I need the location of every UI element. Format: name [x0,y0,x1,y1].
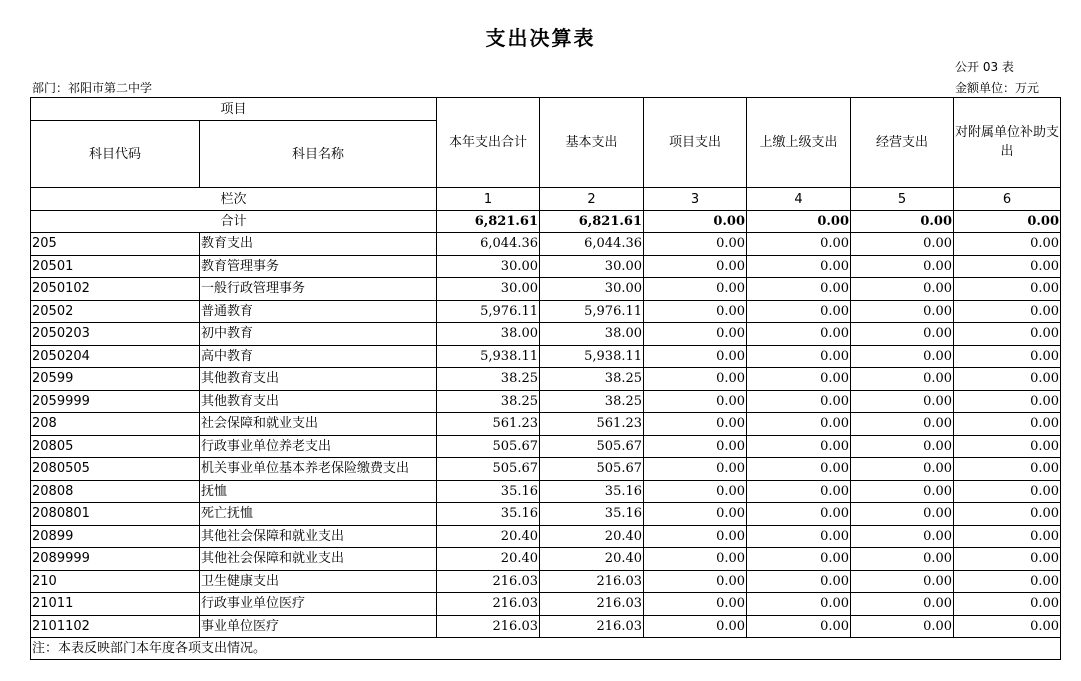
amount-cell: 216.03 [540,570,644,593]
amount-cell: 38.00 [540,323,644,346]
amount-cell: 35.16 [437,480,540,503]
amount-cell: 0.00 [851,413,954,436]
amount-cell: 5,976.11 [540,300,644,323]
subject-name-cell: 普通教育 [200,300,437,323]
amount-cell: 20.40 [540,548,644,571]
subject-code-cell: 2059999 [31,390,200,413]
amount-cell: 0.00 [954,570,1061,593]
amount-cell: 0.00 [644,300,747,323]
amount-cell: 0.00 [747,368,851,391]
amount-cell: 0.00 [644,525,747,548]
table-row [31,548,1061,571]
amount-cell: 0.00 [644,233,747,256]
table-row [31,368,1061,391]
amount-cell: 6,044.36 [437,233,540,256]
subject-name-cell: 行政事业单位医疗 [200,593,437,616]
subject-name-cell: 抚恤 [200,480,437,503]
amount-cell: 0.00 [954,278,1061,301]
amount-cell: 561.23 [437,413,540,436]
subject-name-cell: 教育支出 [200,233,437,256]
amount-cell: 0.00 [747,435,851,458]
subject-name-cell: 卫生健康支出 [200,570,437,593]
expenditure-table [30,97,1061,660]
subject-code-cell: 21011 [31,593,200,616]
table-row [31,525,1061,548]
table-row [31,593,1061,616]
amount-cell: 0.00 [851,233,954,256]
table-row [31,570,1061,593]
amount-cell: 0.00 [747,593,851,616]
amount-cell: 20.40 [437,525,540,548]
note-row [31,638,1061,660]
subject-code-cell: 2050203 [31,323,200,346]
amount-cell: 0.00 [954,390,1061,413]
subject-code-cell: 20501 [31,255,200,278]
column-index: 1 [437,188,540,211]
column-index: 4 [747,188,851,211]
department-label: 部门：祁阳市第二中学 [32,81,153,95]
amount-cell: 0.00 [644,278,747,301]
amount-cell: 0.00 [747,525,851,548]
amount-cell: 505.67 [540,458,644,481]
header-total: 本年支出合计 [437,98,540,188]
amount-cell: 0.00 [644,435,747,458]
amount-cell: 0.00 [851,435,954,458]
subject-code-cell: 208 [31,413,200,436]
amount-cell: 0.00 [644,458,747,481]
amount-cell: 0.00 [644,390,747,413]
table-row [31,503,1061,526]
amount-cell: 0.00 [954,255,1061,278]
amount-cell: 5,938.11 [540,345,644,368]
total-value: 0.00 [644,211,747,233]
amount-cell: 0.00 [954,480,1061,503]
header-basic: 基本支出 [540,98,644,188]
subject-name-cell: 行政事业单位养老支出 [200,435,437,458]
subject-code-cell: 2050204 [31,345,200,368]
subject-name-cell: 高中教育 [200,345,437,368]
column-index: 6 [954,188,1061,211]
amount-cell: 0.00 [851,503,954,526]
amount-cell: 0.00 [747,458,851,481]
amount-cell: 0.00 [851,458,954,481]
subject-name-cell: 教育管理事务 [200,255,437,278]
amount-cell: 0.00 [747,548,851,571]
amount-cell: 0.00 [954,525,1061,548]
amount-cell: 35.16 [437,503,540,526]
table-row [31,345,1061,368]
amount-cell: 0.00 [644,345,747,368]
total-value: 6,821.61 [540,211,644,233]
subject-name-cell: 社会保障和就业支出 [200,413,437,436]
amount-cell: 0.00 [954,323,1061,346]
subject-name-cell: 初中教育 [200,323,437,346]
amount-cell: 216.03 [437,570,540,593]
subject-code-cell: 205 [31,233,200,256]
amount-cell: 20.40 [437,548,540,571]
table-row [31,480,1061,503]
table-row [31,458,1061,481]
amount-cell: 38.00 [437,323,540,346]
amount-cell: 0.00 [851,255,954,278]
amount-cell: 505.67 [540,435,644,458]
subject-name-cell: 事业单位医疗 [200,615,437,638]
total-label: 合计 [31,211,437,233]
amount-cell: 0.00 [747,278,851,301]
subject-name-cell: 机关事业单位基本养老保险缴费支出 [200,458,437,481]
amount-cell: 30.00 [540,255,644,278]
amount-cell: 0.00 [954,503,1061,526]
amount-cell: 505.67 [437,458,540,481]
amount-cell: 30.00 [437,278,540,301]
amount-cell: 505.67 [437,435,540,458]
amount-cell: 0.00 [747,390,851,413]
amount-cell: 35.16 [540,480,644,503]
amount-cell: 0.00 [747,300,851,323]
table-row [31,323,1061,346]
amount-cell: 0.00 [747,345,851,368]
amount-cell: 0.00 [644,570,747,593]
subject-code-cell: 20502 [31,300,200,323]
amount-cell: 38.25 [437,368,540,391]
subject-name-cell: 其他社会保障和就业支出 [200,548,437,571]
amount-cell: 0.00 [644,368,747,391]
amount-cell: 5,976.11 [437,300,540,323]
amount-cell: 216.03 [540,593,644,616]
amount-cell: 0.00 [644,413,747,436]
amount-cell: 0.00 [644,593,747,616]
amount-cell: 0.00 [644,480,747,503]
amount-cell: 0.00 [644,255,747,278]
amount-cell: 20.40 [540,525,644,548]
amount-cell: 0.00 [954,615,1061,638]
amount-cell: 0.00 [747,503,851,526]
unit-label: 金额单位：万元 [955,81,1040,95]
amount-cell: 0.00 [851,593,954,616]
table-row [31,278,1061,301]
amount-cell: 0.00 [747,615,851,638]
amount-cell: 0.00 [954,458,1061,481]
subject-code-cell: 20805 [31,435,200,458]
amount-cell: 216.03 [540,615,644,638]
amount-cell: 0.00 [747,323,851,346]
header-project: 项目 [31,98,437,121]
total-value: 0.00 [954,211,1061,233]
amount-cell: 5,938.11 [437,345,540,368]
amount-cell: 0.00 [747,413,851,436]
amount-cell: 216.03 [437,593,540,616]
amount-cell: 0.00 [954,368,1061,391]
subject-code-cell: 20808 [31,480,200,503]
table-row [31,390,1061,413]
amount-cell: 0.00 [851,570,954,593]
table-row [31,300,1061,323]
subject-name-cell: 死亡抚恤 [200,503,437,526]
amount-cell: 0.00 [644,503,747,526]
amount-cell: 30.00 [540,278,644,301]
amount-cell: 561.23 [540,413,644,436]
amount-cell: 38.25 [437,390,540,413]
subject-code-cell: 2080801 [31,503,200,526]
subject-name-cell: 其他教育支出 [200,368,437,391]
total-value: 6,821.61 [437,211,540,233]
subject-code-cell: 2089999 [31,548,200,571]
amount-cell: 30.00 [437,255,540,278]
amount-cell: 0.00 [851,300,954,323]
amount-cell: 38.25 [540,390,644,413]
amount-cell: 35.16 [540,503,644,526]
table-note: 注：本表反映部门本年度各项支出情况。 [31,638,1061,660]
table-row [31,435,1061,458]
column-index: 3 [644,188,747,211]
total-row [31,211,1061,233]
page-title: 支出决算表 [485,26,596,50]
column-index-row [31,188,1061,211]
amount-cell: 0.00 [954,413,1061,436]
amount-cell: 0.00 [644,548,747,571]
amount-cell: 0.00 [851,368,954,391]
subject-code-cell: 2080505 [31,458,200,481]
amount-cell: 0.00 [954,593,1061,616]
amount-cell: 0.00 [747,570,851,593]
amount-cell: 0.00 [851,323,954,346]
amount-cell: 0.00 [851,615,954,638]
subject-code-cell: 20599 [31,368,200,391]
amount-cell: 6,044.36 [540,233,644,256]
header-name: 科目名称 [200,121,437,188]
amount-cell: 0.00 [851,548,954,571]
amount-cell: 0.00 [644,323,747,346]
column-index-label: 栏次 [31,188,437,211]
amount-cell: 216.03 [437,615,540,638]
subject-code-cell: 2050102 [31,278,200,301]
header-upper-payment: 上缴上级支出 [747,98,851,188]
amount-cell: 0.00 [954,435,1061,458]
subject-code-cell: 2101102 [31,615,200,638]
header-subsidy: 对附属单位补助支出 [954,98,1061,188]
amount-cell: 0.00 [644,615,747,638]
amount-cell: 0.00 [954,300,1061,323]
header-project-expenditure: 项目支出 [644,98,747,188]
amount-cell: 0.00 [747,480,851,503]
amount-cell: 0.00 [851,345,954,368]
amount-cell: 0.00 [747,233,851,256]
amount-cell: 38.25 [540,368,644,391]
subject-code-cell: 210 [31,570,200,593]
amount-cell: 0.00 [851,278,954,301]
header-business: 经营支出 [851,98,954,188]
form-code: 公开 03 表 [955,60,1014,74]
column-index: 2 [540,188,644,211]
amount-cell: 0.00 [851,390,954,413]
column-index: 5 [851,188,954,211]
amount-cell: 0.00 [851,480,954,503]
total-value: 0.00 [747,211,851,233]
amount-cell: 0.00 [954,548,1061,571]
amount-cell: 0.00 [954,345,1061,368]
table-row [31,413,1061,436]
total-value: 0.00 [851,211,954,233]
subject-name-cell: 其他社会保障和就业支出 [200,525,437,548]
subject-name-cell: 一般行政管理事务 [200,278,437,301]
header-code: 科目代码 [31,121,200,188]
amount-cell: 0.00 [954,233,1061,256]
subject-name-cell: 其他教育支出 [200,390,437,413]
amount-cell: 0.00 [851,525,954,548]
amount-cell: 0.00 [747,255,851,278]
table-row [31,615,1061,638]
table-row [31,233,1061,256]
subject-code-cell: 20899 [31,525,200,548]
table-row [31,255,1061,278]
